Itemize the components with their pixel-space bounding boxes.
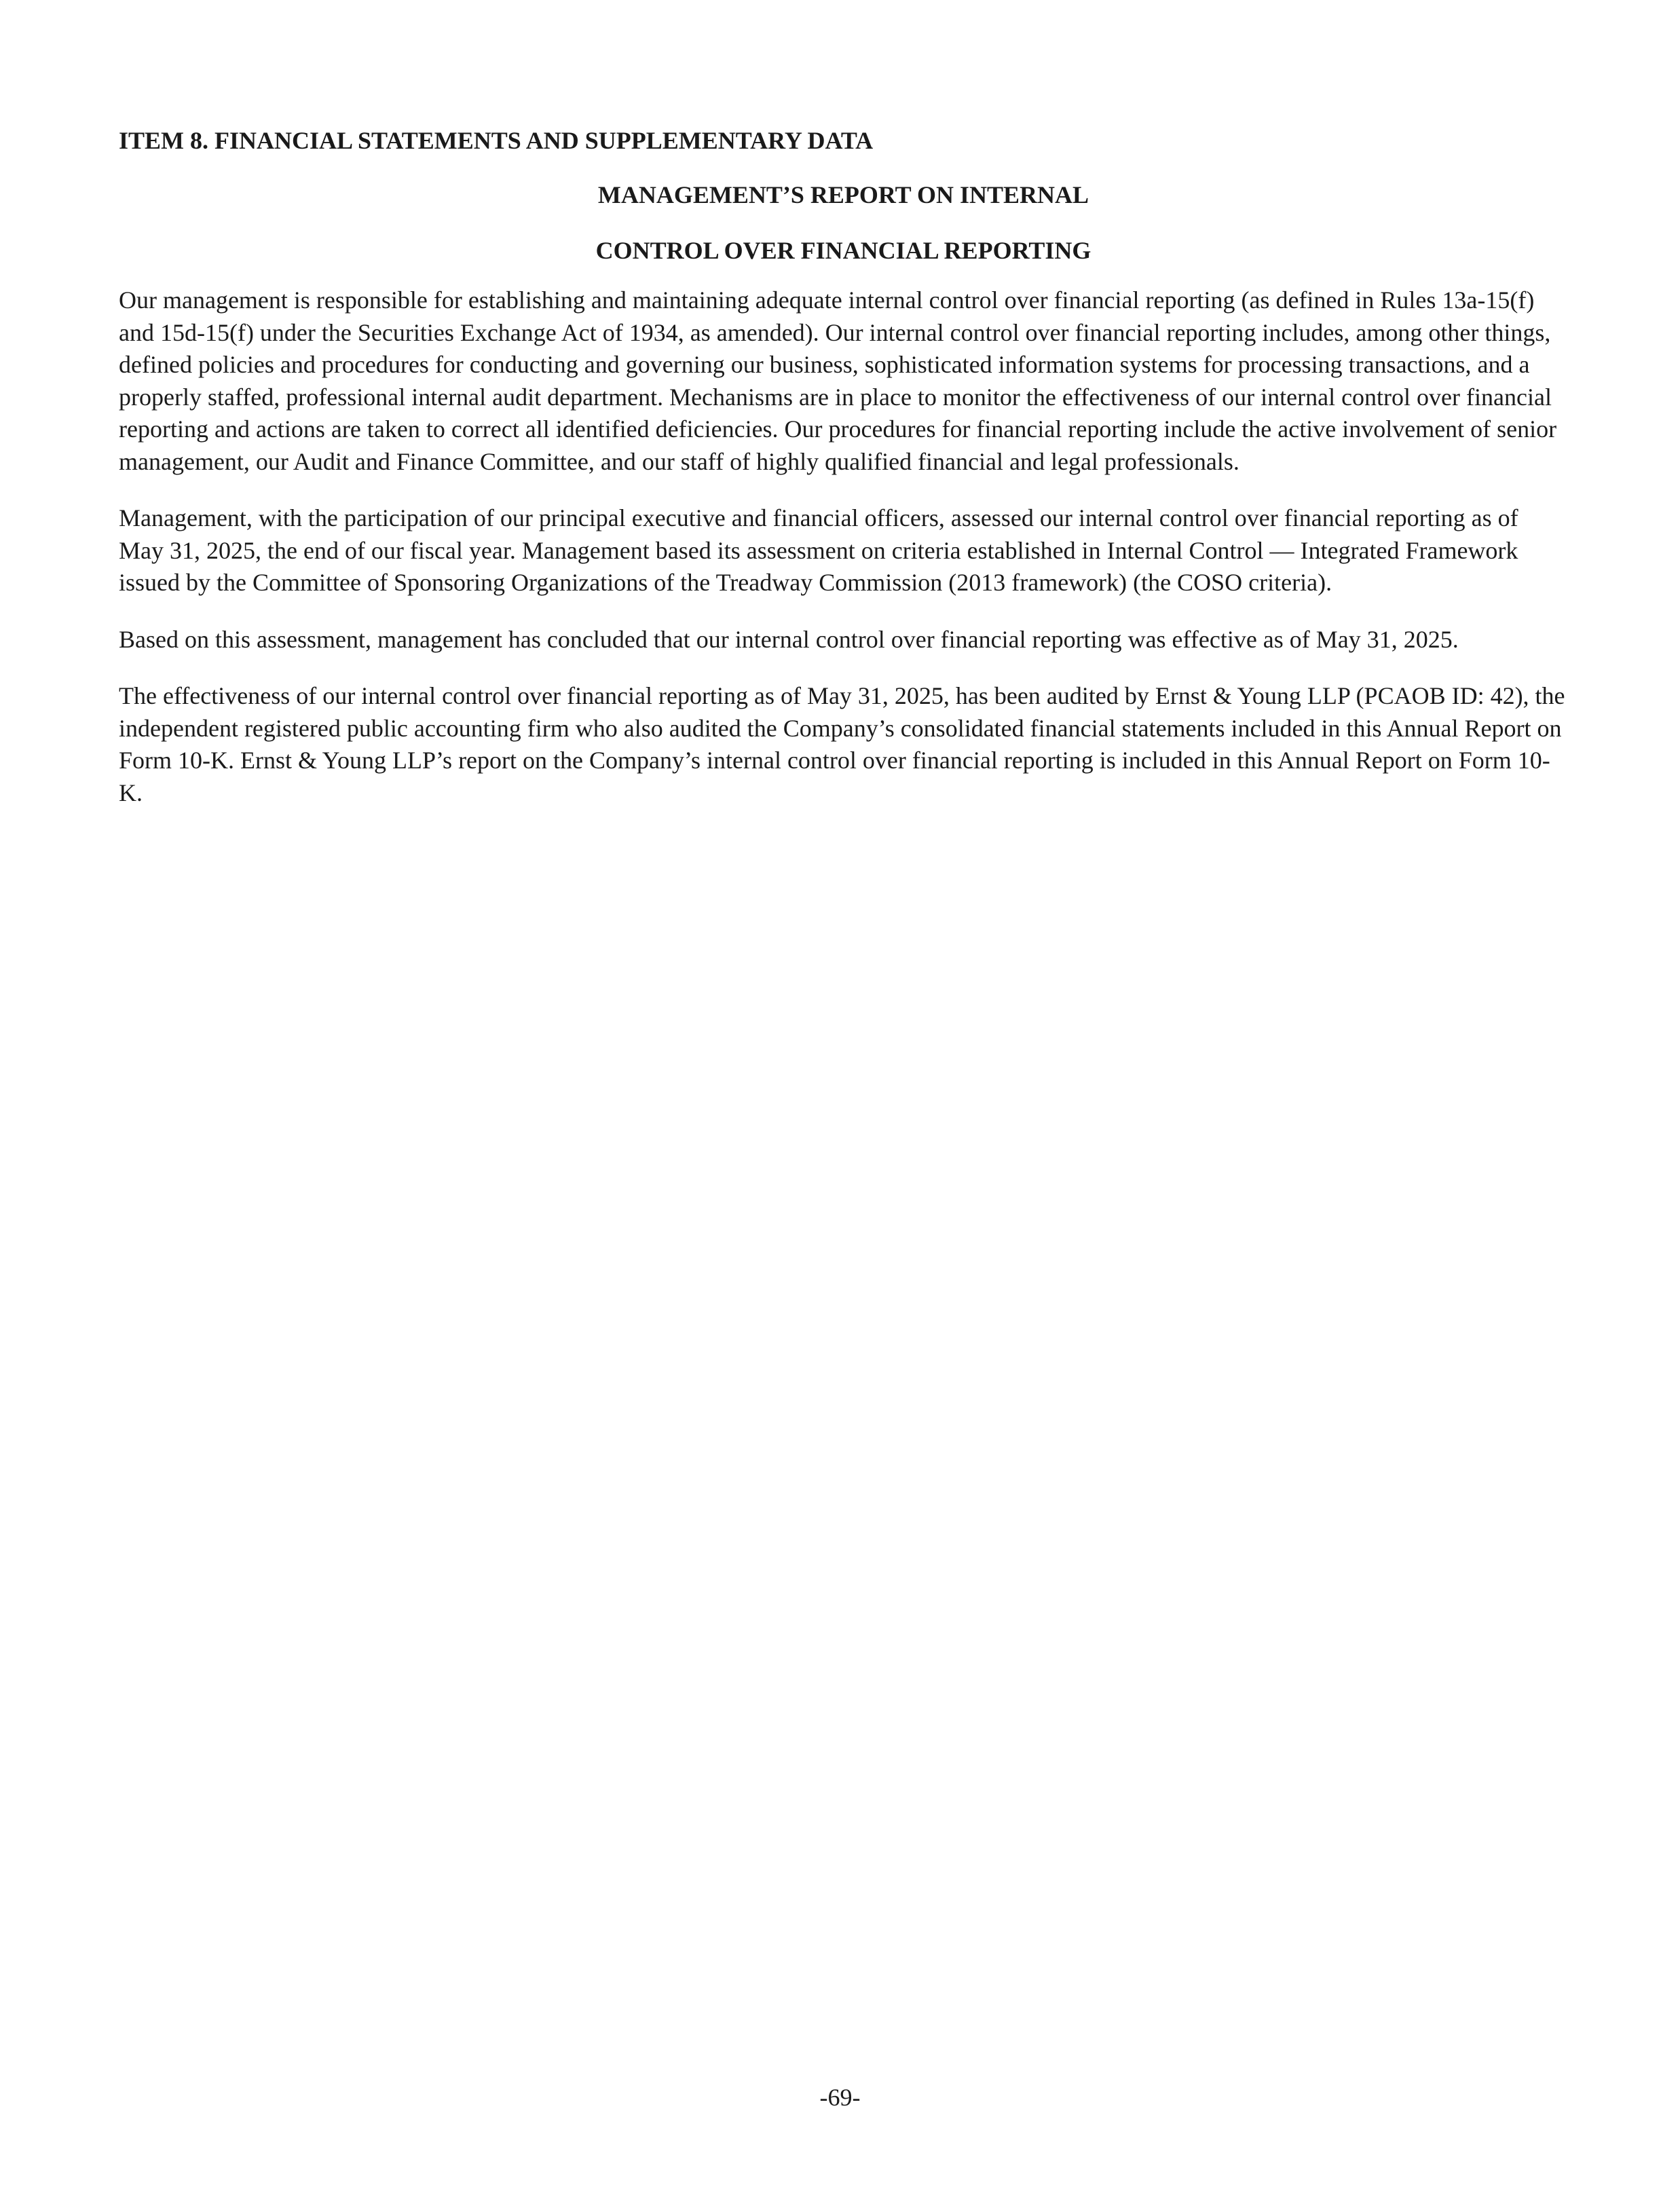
- paragraph-assessment: Management, with the participation of our principal executive and financial officers, assessed our internal control over financial reporting as of May 31, 2025, the end of our fiscal year. Management based its assessment on criteria established in Internal Control — Integrated Framework issued by the Committee of Sponsoring Organizations of the Treadway Commission (2013 framework) (the COSO criteria).: [119, 504, 1518, 596]
- report-title-line-2: CONTROL OVER FINANCIAL REPORTING: [595, 237, 1091, 264]
- paragraph-audit: The effectiveness of our internal control over financial reporting as of May 31, 2025, has been audited by Ernst & Young LLP (PCAOB ID: 42), the independent registered public accounting firm who also audited the Company’s consolidated financial statements included in this Annual Report on Form 10-K. Ernst & Young LLP’s report on the Company’s internal control over financial reporting is included in this Annual Report on Form 10-K.: [119, 682, 1565, 806]
- report-title-line-1: MANAGEMENT’S REPORT ON INTERNAL: [597, 181, 1089, 208]
- page-number: -69-: [819, 2084, 861, 2111]
- item-heading: ITEM 8. FINANCIAL STATEMENTS AND SUPPLEMENTARY DATA: [119, 127, 874, 154]
- paragraph-conclusion: Based on this assessment, management has concluded that our internal control over financial reporting was effective as of May 31, 2025.: [119, 625, 1459, 653]
- document-page: [119, 126, 1568, 834]
- paragraph-responsibility: Our management is responsible for establishing and maintaining adequate internal control over financial reporting (as defined in Rules 13a-15(f) and 15d-15(f) under the Securities Exchange Act of 1934, as amended). Our internal control over financial reporting includes, among other things, defined policies and procedures for conducting and governing our business, sophisticated information systems for processing transactions, and a properly staffed, professional internal audit department. Mechanisms are in place to monitor the effectiveness of our internal control over financial reporting and actions are taken to correct all identified deficiencies. Our procedures for financial reporting include the active involvement of senior management, our Audit and Finance Committee, and our staff of highly qualified financial and legal professionals.: [119, 286, 1557, 475]
